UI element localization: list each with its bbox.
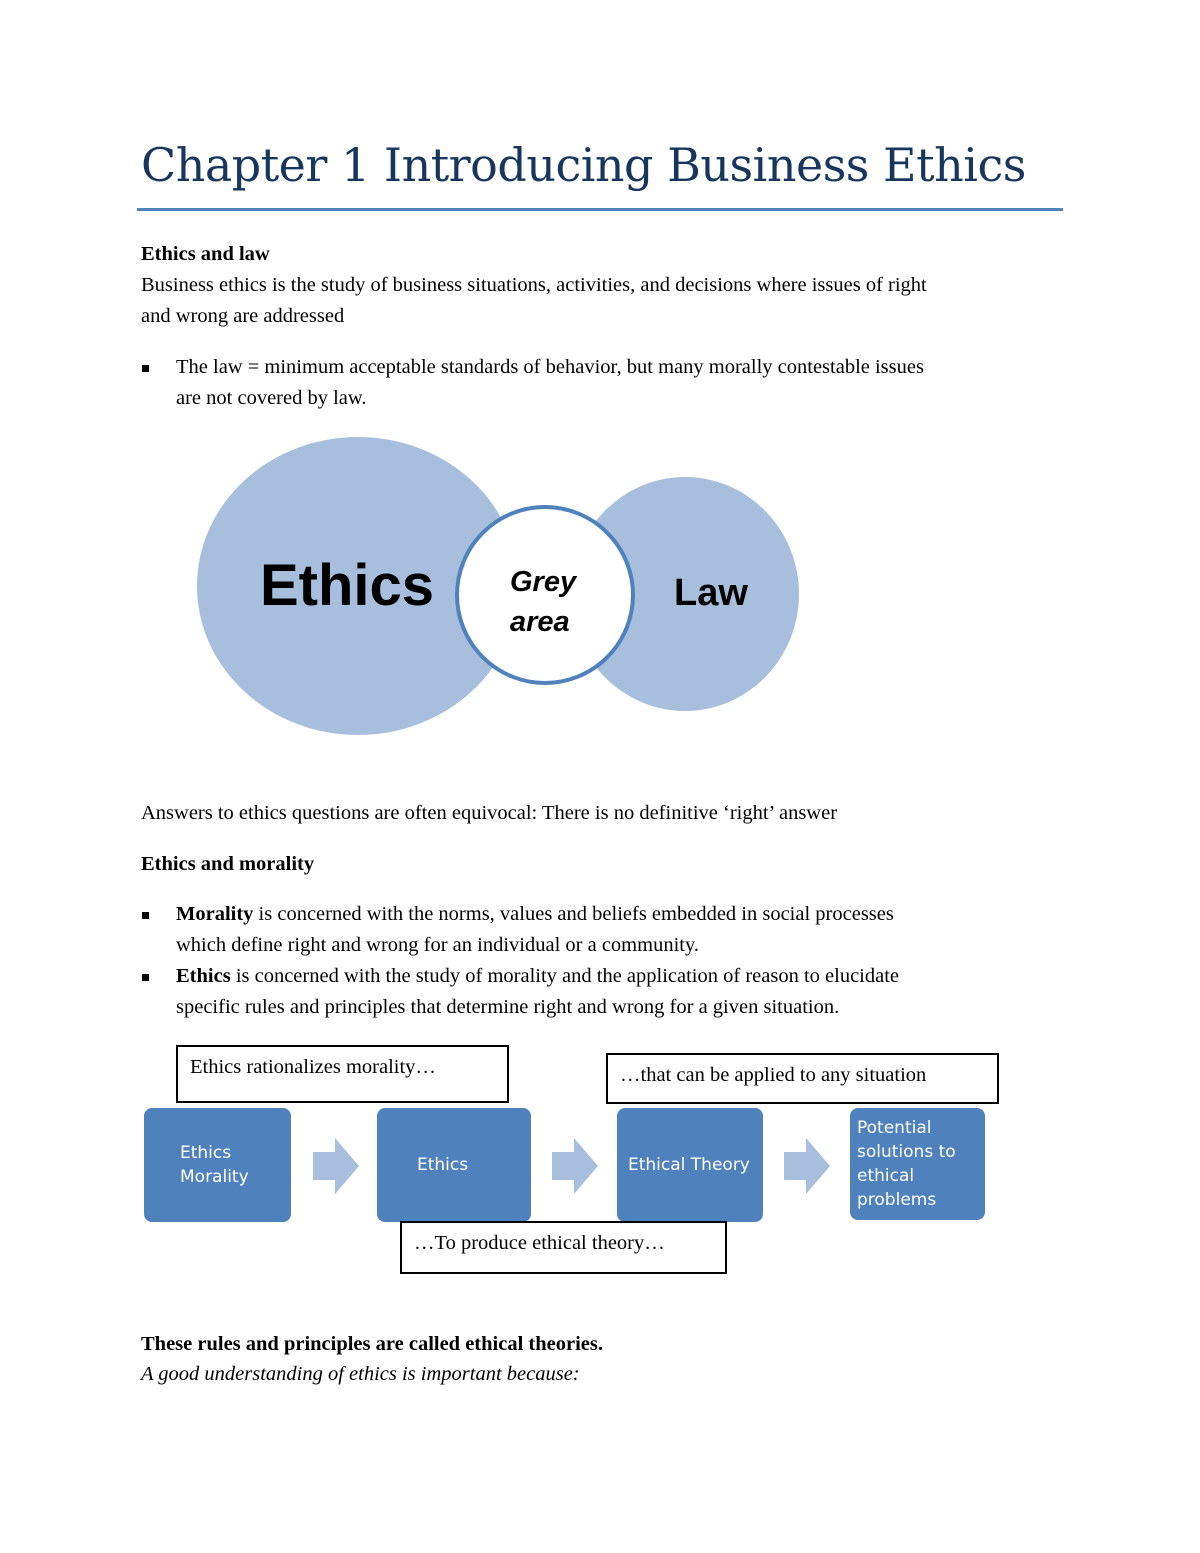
paragraph-line: Business ethics is the study of business situations, activities, and decisions where issues of right <box>141 274 927 296</box>
list-item <box>141 899 899 961</box>
flow-box-label: Potential solutions to ethical problems <box>857 1118 956 1210</box>
closing-italic-line: A good understanding of ethics is important because: <box>141 1363 580 1385</box>
bullet-square-icon <box>142 974 149 981</box>
section-heading-ethics-morality: Ethics and morality <box>141 853 315 875</box>
flow-box-label: Ethical Theory <box>628 1155 750 1175</box>
page-title: Chapter 1 Introducing Business Ethics <box>141 138 1026 192</box>
callout-ethics-rationalizes: Ethics rationalizes morality… <box>176 1045 509 1103</box>
bullet-text-line: which define right and wrong for an individual or a community. <box>176 934 700 956</box>
bullet-list-law <box>141 352 924 414</box>
flow-box-potential-solutions <box>850 1108 985 1220</box>
bullet-list-morality <box>141 899 899 1023</box>
bullet-text-line <box>176 899 899 930</box>
list-item <box>141 352 924 414</box>
paragraph-line: and wrong are addressed <box>141 305 345 327</box>
bullet-text-line <box>176 961 899 992</box>
title-underline <box>137 208 1063 211</box>
answers-sentence: Answers to ethics questions are often equivocal: There is no definitive ‘right’ answer <box>141 802 838 824</box>
venn-label-line: Grey <box>510 566 577 598</box>
flow-box-label: Ethics <box>417 1155 469 1175</box>
flow-box-ethics-morality <box>144 1108 291 1222</box>
bullet-square-icon <box>142 912 149 919</box>
bullet-text-line: The law = minimum acceptable standards of behavior, but many morally contestable issues <box>176 356 924 378</box>
ethics-law-venn-diagram <box>190 432 810 742</box>
callout-produce-ethical-theory: …To produce ethical theory… <box>400 1221 727 1274</box>
callout-applied-any-situation: …that can be applied to any situation <box>606 1053 999 1104</box>
bullet-text-line: are not covered by law. <box>176 387 367 409</box>
section-heading-ethics-law: Ethics and law <box>141 243 270 265</box>
flow-arrow-icon <box>552 1138 598 1194</box>
flow-box-label: Ethics Morality <box>180 1143 249 1187</box>
bullet-text-line: specific rules and principles that determine right and wrong for a given situation. <box>176 996 840 1018</box>
bold-term: Ethics <box>176 965 231 987</box>
bold-term: Morality <box>176 903 254 925</box>
flow-box-ethical-theory <box>617 1108 763 1222</box>
venn-label-line: area <box>510 606 570 638</box>
closing-bold-line: These rules and principles are called ethical theories. <box>141 1333 603 1355</box>
list-item <box>141 961 899 1023</box>
flow-arrow-icon <box>784 1138 830 1194</box>
venn-label-ethics: Ethics <box>260 553 435 618</box>
venn-label-grey-area <box>510 562 576 642</box>
bullet-text: is concerned with the study of morality and the application of reason to elucidate <box>230 965 900 987</box>
flow-box-ethics <box>377 1108 531 1222</box>
venn-label-law: Law <box>674 572 748 614</box>
flow-arrow-icon <box>313 1138 359 1194</box>
bullet-text: is concerned with the norms, values and beliefs embedded in social processes <box>253 903 894 925</box>
bullet-square-icon <box>142 365 149 372</box>
